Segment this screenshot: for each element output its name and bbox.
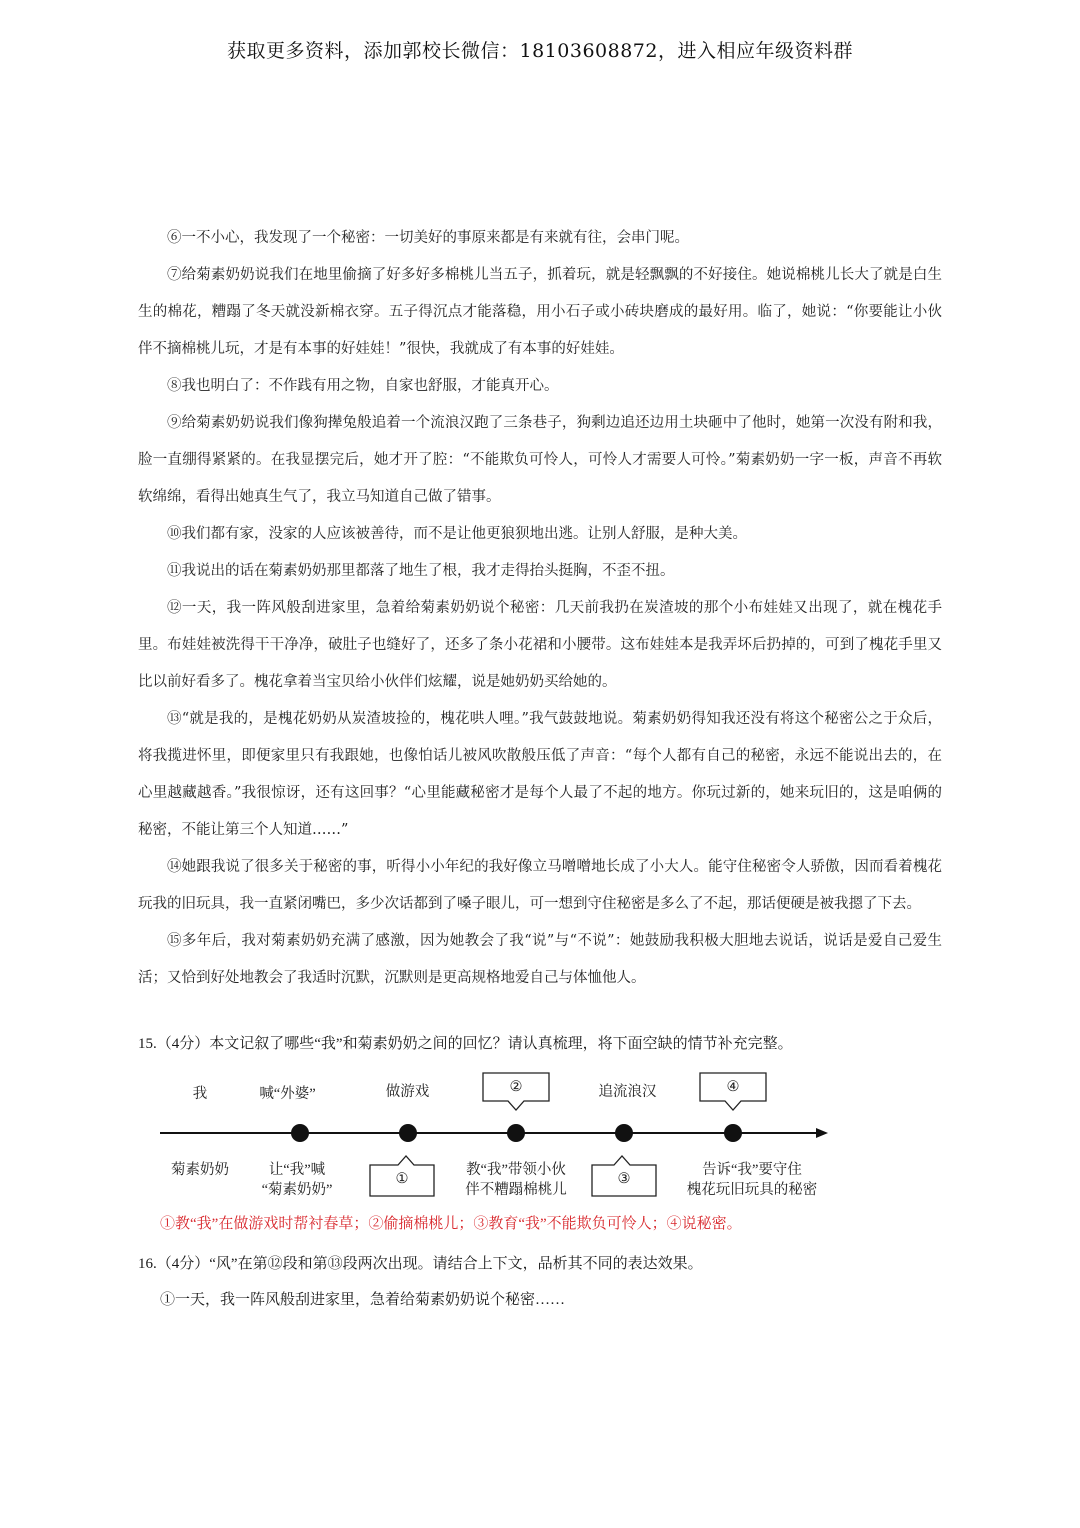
timeline-bottom-1: 让“我”喊 “菊素奶奶” (261, 1162, 333, 1198)
paragraph-8: ⑧我也明白了：不作践有用之物，自家也舒服，才能真开心。 (167, 378, 559, 394)
timeline-row-me: 我 (192, 1086, 208, 1102)
question-16: 16.（4分）“风”在第⑫段和第⑬段两次出现。请结合上下文，品析其不同的表达效果。 (138, 1256, 703, 1272)
paragraph-11: ⑪我说出的话在菊素奶奶那里都落了地生了根，我才走得抬头挺胸，不歪不扭。 (167, 563, 675, 579)
timeline-top-5-blank: ④ (726, 1079, 740, 1095)
paragraph-12: ⑫一天，我一阵风般刮进家里，急着给菊素奶奶说个秘密：几天前我扔在炭渣坡的那个小布娃娃又出现了，就在槐花手里。布娃娃被洗得干干净净，破肚子也缝好了，还多了条小花裙和小腰带。这布娃娃本是我弄坏后扔掉的，可到了槐花手里又比以前好看多了。槐花拿着当宝贝给小伙伴们炫耀，说是她奶奶买给她的。 (138, 600, 942, 690)
timeline-node-5 (724, 1124, 742, 1142)
timeline-top-4: 追流浪汉 (598, 1084, 657, 1100)
timeline-bottom-3: 教“我”带领小伙 伴不糟蹋棉桃儿 (465, 1162, 567, 1198)
paragraph-7: ⑦给菊素奶奶说我们在地里偷摘了好多好多棉桃儿当五子，抓着玩，就是轻飘飘的不好接住。她说棉桃儿长大了就是白生生的棉花，糟蹋了冬天就没新棉衣穿。五子得沉点才能落稳，用小石子或小砖块磨成的最好用。临了，她说：“你要能让小伙伴不摘棉桃儿玩，才是有本事的好娃娃！”很快，我就成了有本事的好娃娃。 (138, 267, 942, 357)
answer-15: ①教“我”在做游戏时帮衬春草；②偷摘棉桃儿；③教育“我”不能欺负可怜人；④说秘密。 (160, 1216, 742, 1232)
timeline-node-2 (399, 1124, 417, 1142)
timeline-top-3-blank: ② (509, 1079, 523, 1095)
timeline-bottom-4-blank: ③ (617, 1171, 631, 1187)
timeline-node-4 (615, 1124, 633, 1142)
paragraph-10: ⑩我们都有家，没家的人应该被善待，而不是让他更狼狈地出逃。让别人舒服，是种大美。 (167, 526, 747, 542)
timeline-top-1: 喊“外婆” (259, 1086, 316, 1102)
timeline-bottom-5: 告诉“我”要守住 槐花玩旧玩具的秘密 (686, 1162, 818, 1198)
timeline-node-1 (291, 1124, 309, 1142)
timeline-bottom-2-blank: ① (395, 1171, 409, 1187)
paragraph-15: ⑮多年后，我对菊素奶奶充满了感激，因为她教会了我“说”与“不说”：她鼓励我积极大胆地去说话，说话是爱自己爱生活；又恰到好处地教会了我适时沉默，沉默则是更高规格地爱自己与体恤他人。 (138, 933, 942, 986)
timeline-top-2: 做游戏 (385, 1084, 430, 1100)
page-header: 获取更多资料，添加郭校长微信：18103608872，进入相应年级资料群 (227, 40, 853, 62)
paragraph-9: ⑨给菊素奶奶说我们像狗撵兔般追着一个流浪汉跑了三条巷子，狗剩边追还边用土块砸中了他时，她第一次没有附和我，脸一直绷得紧紧的。在我显摆完后，她才开了腔：“不能欺负可怜人，可怜人才需要人可怜。”菊素奶奶一字一板，声音不再软软绵绵，看得出她真生气了，我立马知道自己做了错事。 (138, 415, 942, 505)
paragraph-13: ⑬“就是我的，是槐花奶奶从炭渣坡捡的，槐花哄人哩。”我气鼓鼓地说。菊素奶奶得知我还没有将这个秘密公之于众后，将我揽进怀里，即便家里只有我跟她，也像怕话儿被风吹散般压低了声音：“每个人都有自己的秘密，永远不能说出去的，在心里越藏越香。”我很惊讶，还有这回事？“心里能藏秘密才是每个人最了不起的地方。你玩过新的，她来玩旧的，这是咱俩的秘密，不能让第三个人知道……” (138, 711, 942, 838)
paragraph-14: ⑭她跟我说了很多关于秘密的事，听得小小年纪的我好像立马噌噌地长成了小大人。能守住秘密令人骄傲，因而看着槐花玩我的旧玩具，我一直紧闭嘴巴，多少次话都到了嗓子眼儿，可一想到守住秘密是多么了不起，那话便硬是被我摁了下去。 (138, 859, 942, 912)
timeline-node-3 (507, 1124, 525, 1142)
timeline-arrowhead (816, 1128, 828, 1138)
question-15: 15.（4分）本文记叙了哪些“我”和菊素奶奶之间的回忆？请认真梳理，将下面空缺的情节补充完整。 (138, 1036, 793, 1052)
timeline-row-grandma: 菊素奶奶 (171, 1162, 229, 1178)
question-16-sub-1: ①一天，我一阵风般刮进家里，急着给菊素奶奶说个秘密…… (160, 1292, 566, 1308)
paragraph-6: ⑥一不小心，我发现了一个秘密：一切美好的事原来都是有来就有往，会串门呢。 (167, 230, 689, 246)
